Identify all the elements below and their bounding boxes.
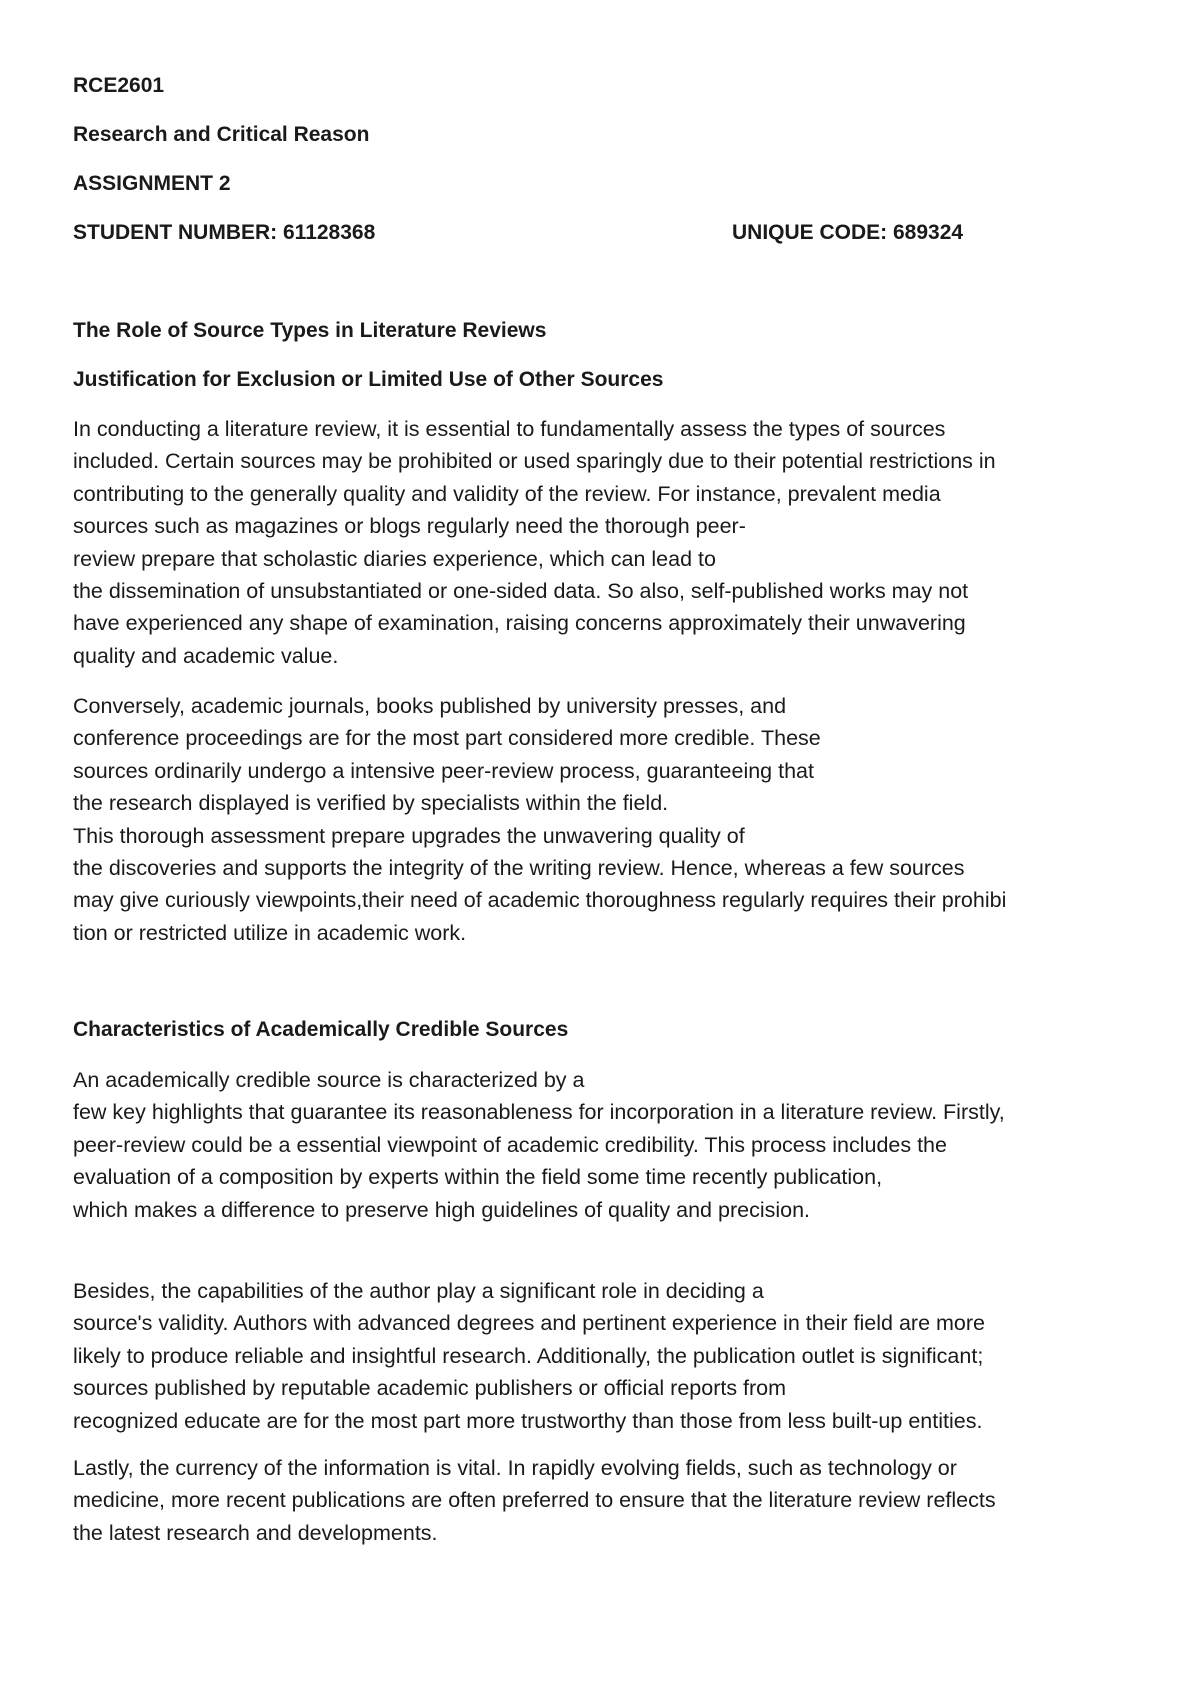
paragraph-line: may give curiously viewpoints,their need of academic thoroughness regularly requires their prohibi [73, 888, 1007, 913]
paragraph-line: review prepare that scholastic diaries experience, which can lead to [73, 546, 716, 571]
unique-code: UNIQUE CODE: 689324 [732, 221, 964, 244]
paragraph-line: tion or restricted utilize in academic work. [73, 920, 467, 945]
student-number: STUDENT NUMBER: 61128368 [73, 221, 376, 244]
paragraph-line: conference proceedings are for the most part considered more credible. These [73, 726, 821, 751]
course-title: Research and Critical Reason [73, 123, 370, 146]
paragraph [73, 413, 996, 672]
paragraph-line: contributing to the generally quality and validity of the review. For instance, prevalent media [73, 481, 941, 506]
paragraph [73, 690, 1006, 949]
paragraph-line: medicine, more recent publications are often preferred to ensure that the literature review reflects [73, 1488, 996, 1513]
assignment-label: ASSIGNMENT 2 [73, 172, 231, 195]
section-title: Characteristics of Academically Credible Sources [73, 1018, 569, 1041]
paragraph-line: quality and academic value. [73, 643, 339, 668]
paragraph-line: sources published by reputable academic publishers or official reports from [73, 1376, 787, 1401]
paragraph-line: In conducting a literature review, it is essential to fundamentally assess the types of sources [73, 417, 946, 441]
paragraph-line: This thorough assessment prepare upgrades the unwavering quality of [73, 823, 745, 848]
paragraph [73, 1275, 985, 1437]
section-title: The Role of Source Types in Literature Reviews [73, 319, 547, 342]
paragraph-line: the latest research and developments. [73, 1520, 438, 1545]
paragraph-line: peer-review could be a essential viewpoint of academic credibility. This process includes the [73, 1132, 947, 1157]
paragraph [73, 1452, 996, 1549]
paragraph [73, 1064, 1005, 1226]
paragraph-line: have experienced any shape of examination, raising concerns approximately their unwavering [73, 611, 966, 636]
paragraph-line: An academically credible source is characterized by a [73, 1068, 585, 1092]
paragraph-line: the dissemination of unsubstantiated or one-sided data. So also, self-published works may not [73, 579, 969, 604]
section-subtitle: Justification for Exclusion or Limited Use of Other Sources [73, 368, 664, 391]
paragraph-line: likely to produce reliable and insightful research. Additionally, the publication outlet is significant; [73, 1343, 984, 1368]
paragraph-line: the research displayed is verified by specialists within the field. [73, 791, 669, 816]
paragraph-line: Conversely, academic journals, books published by university presses, and [73, 694, 787, 718]
paragraph-line: which makes a difference to preserve high guidelines of quality and precision. [73, 1197, 811, 1222]
paragraph-line: source's validity. Authors with advanced degrees and pertinent experience in their field are more [73, 1311, 985, 1336]
paragraph-line: Lastly, the currency of the information is vital. In rapidly evolving fields, such as technology or [73, 1456, 957, 1480]
paragraph-line: included. Certain sources may be prohibited or used sparingly due to their potential restrictions in [73, 449, 996, 474]
paragraph-line: evaluation of a composition by experts within the field some time recently publication, [73, 1165, 883, 1190]
paragraph-line: sources ordinarily undergo a intensive peer-review process, guaranteeing that [73, 758, 814, 783]
paragraph-line: the discoveries and supports the integrity of the writing review. Hence, whereas a few sources [73, 856, 965, 881]
paragraph-line: sources such as magazines or blogs regularly need the thorough peer- [73, 514, 746, 539]
course-code: RCE2601 [73, 74, 165, 97]
paragraph-line: Besides, the capabilities of the author play a significant role in deciding a [73, 1279, 764, 1303]
paragraph-line: recognized educate are for the most part more trustworthy than those from less built-up entities. [73, 1408, 983, 1433]
paragraph-line: few key highlights that guarantee its reasonableness for incorporation in a literature review. Firstly, [73, 1100, 1005, 1125]
